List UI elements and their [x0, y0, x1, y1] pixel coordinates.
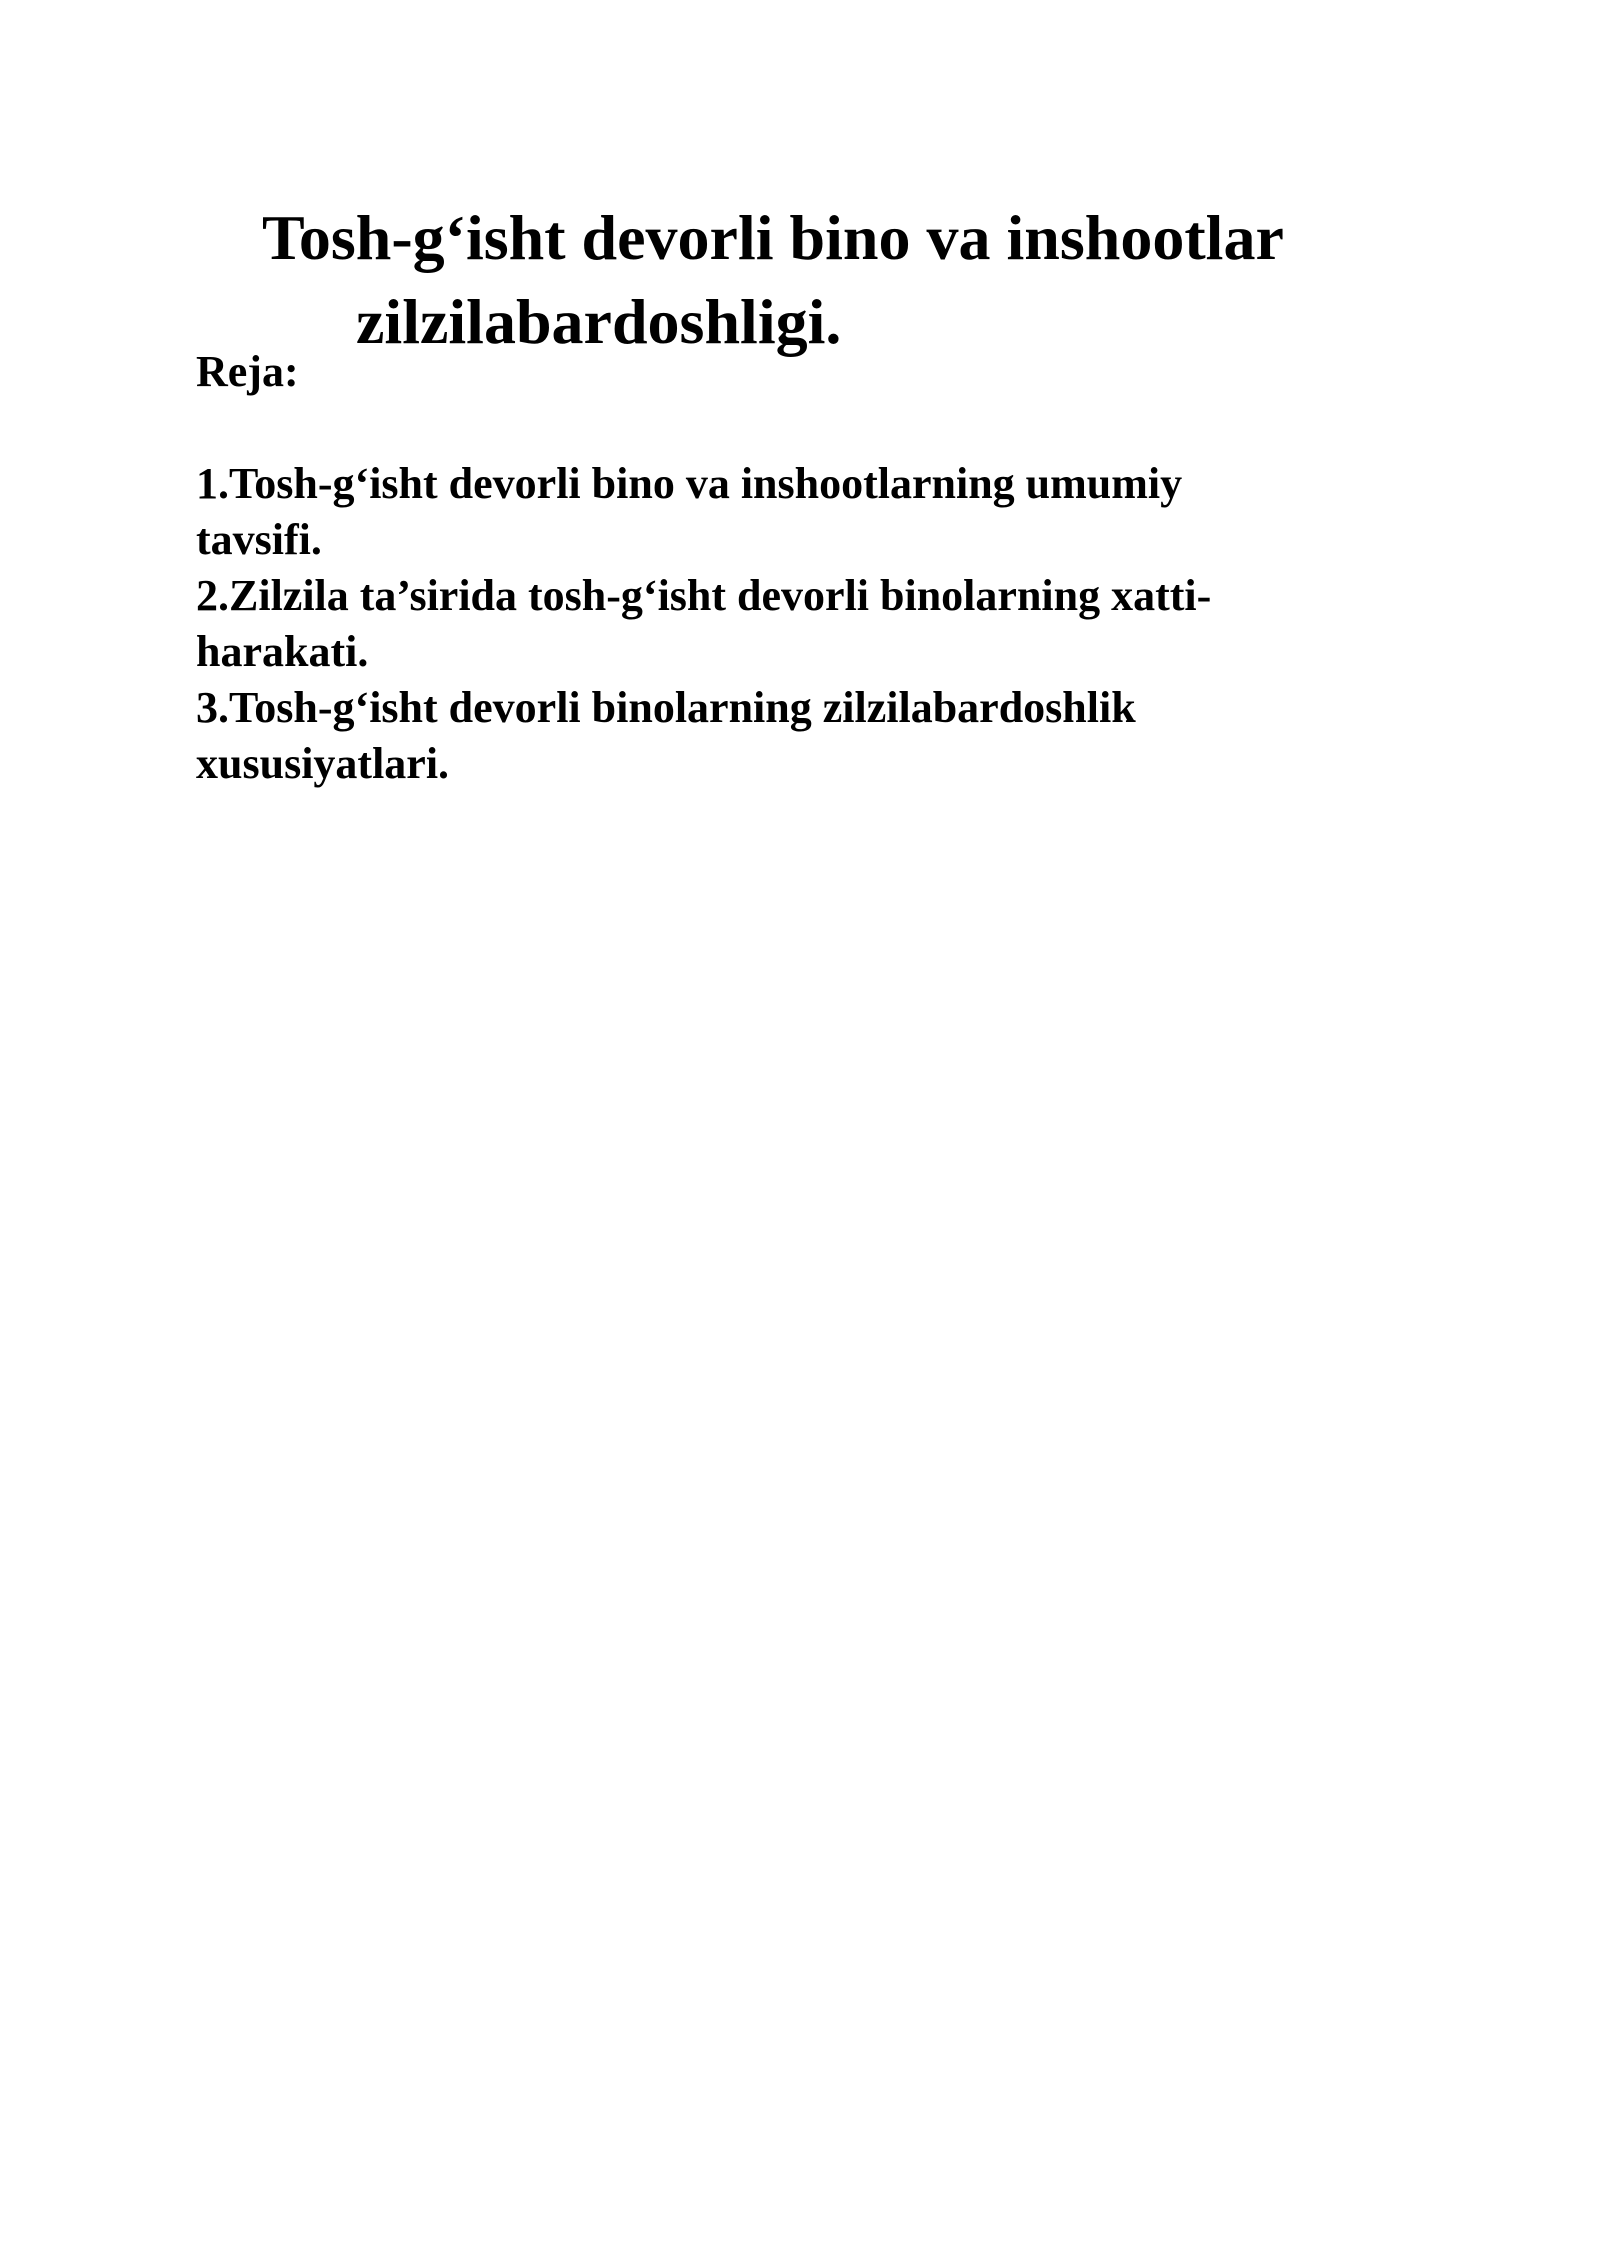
- plan-item-2-line-2: harakati.: [196, 627, 369, 676]
- plan-heading: Reja:: [196, 347, 299, 396]
- document-title-line-2: zilzilabardoshligi.: [356, 286, 842, 357]
- plan-item-2-line-1: 2.Zilzila ta’sirida tosh-g‘isht devorli binolarning xatti-: [196, 571, 1212, 620]
- document-title-line-1: Tosh-g‘isht devorli bino va inshootlar: [262, 202, 1284, 273]
- plan-list: [196, 456, 1346, 792]
- plan-item-3-line-2: xususiyatlari.: [196, 739, 450, 788]
- plan-item-3-line-1: 3.Tosh-g‘isht devorli binolarning zilzilabardoshlik: [196, 683, 1136, 732]
- plan-item-1-line-2: tavsifi.: [196, 515, 322, 564]
- plan-item-1: [196, 456, 1346, 568]
- document-title: [262, 196, 1462, 364]
- plan-item-2: [196, 568, 1346, 680]
- plan-item-1-line-1: 1.Tosh-g‘isht devorli bino va inshootlarning umumiy: [196, 459, 1183, 508]
- plan-item-3: [196, 680, 1346, 792]
